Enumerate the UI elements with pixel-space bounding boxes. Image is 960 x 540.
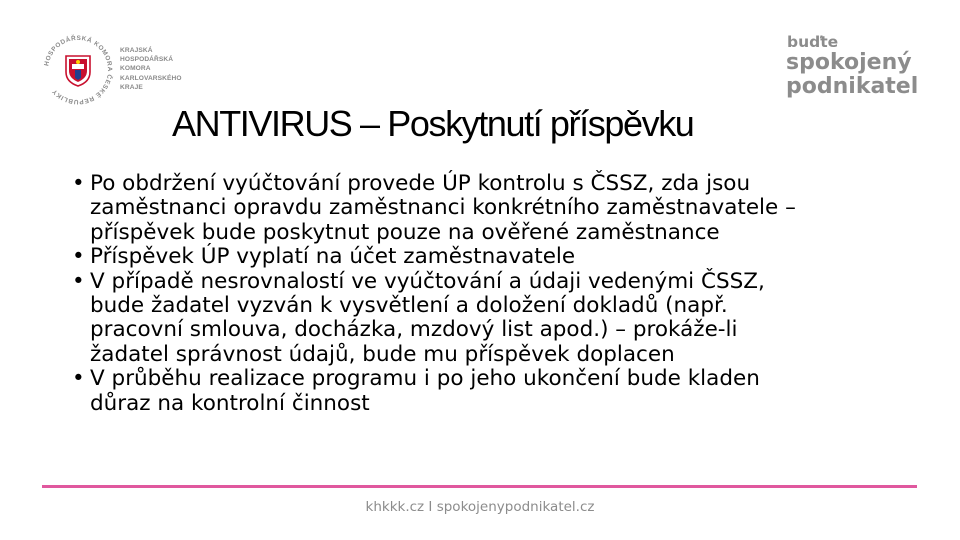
- chamber-name-line: KOMORA: [120, 65, 151, 73]
- brand-logo-line: podnikatel: [786, 74, 919, 99]
- footer-links: [0, 499, 960, 515]
- chamber-name-line: HOSPODÁŘSKÁ: [120, 56, 174, 64]
- bullet-text-line: V průběhu realizace programu i po jeho ukončení bude kladen: [90, 366, 760, 392]
- bullet-item: [72, 172, 892, 245]
- bullet-text-line: zaměstnanci opravdu zaměstnanci konkrétního zaměstnavatele –: [90, 195, 796, 221]
- bullet-text-line: Po obdržení vyúčtování provede ÚP kontrolu s ČSSZ, zda jsou: [90, 171, 751, 196]
- bullet-item: [72, 245, 892, 269]
- bullet-item: [72, 367, 892, 416]
- bullet-icon: •: [72, 366, 85, 392]
- bullet-list: [72, 172, 892, 416]
- bullet-text-line: pracovní smlouva, docházka, mzdový list apod.) – prokáže-li: [90, 317, 738, 343]
- bullet-text-line: Příspěvek ÚP vyplatí na účet zaměstnavatele: [90, 244, 576, 270]
- bullet-text-line: žadatel správnost údajů, bude mu příspěvek doplacen: [90, 341, 675, 367]
- brand-logo-line: spokojený: [786, 50, 912, 75]
- bullet-text-line: příspěvek bude poskytnut pouze na ověřené zaměstnance: [90, 219, 720, 245]
- chamber-name-line: KARLOVARSKÉHO: [120, 74, 182, 82]
- brand-logo: [786, 33, 936, 103]
- bullet-text-line: V případě nesrovnalostí ve vyúčtování a údaji vedenými ČSSZ,: [90, 268, 765, 294]
- bullet-text-line: důraz na kontrolní činnost: [90, 390, 370, 416]
- brand-logo-line: buďte: [787, 33, 839, 51]
- footer-divider: [42, 485, 917, 488]
- bullet-icon: •: [72, 268, 85, 294]
- footer-text: khkkk.cz I spokojenypodnikatel.cz: [365, 499, 595, 515]
- bullet-item: [72, 270, 892, 368]
- slide-title: ANTIVIRUS – Poskytnutí příspěvku: [172, 103, 694, 144]
- chamber-name: [120, 46, 232, 92]
- bullet-icon: •: [72, 171, 85, 196]
- bullet-icon: •: [72, 244, 85, 270]
- chamber-name-line: KRAJSKÁ: [120, 47, 153, 54]
- svg-text:HOSPODÁŘSKÁ KOMORA ČESKÉ REPUB: HOSPODÁŘSKÁ KOMORA ČESKÉ REPUBLIKY: [43, 34, 114, 106]
- bullet-text-line: bude žadatel vyzván k vysvětlení a doložení dokladů (např.: [90, 293, 728, 319]
- chamber-crest-icon: [36, 28, 120, 112]
- chamber-name-line: KRAJE: [120, 83, 143, 91]
